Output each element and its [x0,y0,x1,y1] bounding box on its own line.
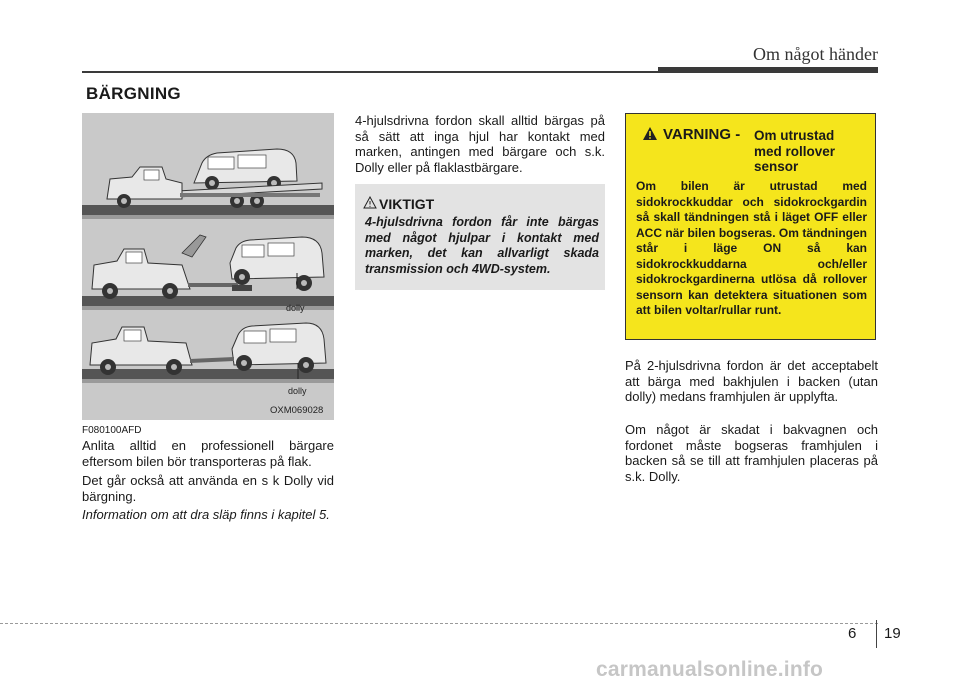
warning-subtitle: Om utrustad med rollover sensor [754,128,836,174]
notice-title: VIKTIGT [379,196,435,212]
figure-code: OXM069028 [270,405,324,416]
towing-illustration [82,113,334,420]
footer-rule [0,623,878,624]
paragraph-4wd-towing: 4-hjulsdrivna fordon skall alltid bärgas på så sätt att inga hjul har kontakt med marken, antingen med bärgare och s.k. Dolly eller på flaklastbärgare. [355,113,605,175]
warning-triangle-icon [642,126,658,141]
page-number: 19 [884,625,901,642]
caution-triangle-icon [363,196,377,209]
paragraph-2wd-towing: På 2-hjulsdrivna fordon är det acceptabelt att bärga med bakhjulen i backen (utan dolly) medans framhjulen är upplyfta. [625,358,878,404]
header-rule [82,71,658,73]
paragraph-rear-damage: Om något är skadat i bakvagnen och fordonet måste bogseras framhjulen i backen så se till att framhjulen placeras på s.k. Dolly. [625,422,878,484]
header-rule-accent [658,67,878,73]
dolly-label-1: dolly [286,303,305,313]
page-divider [876,620,877,648]
paragraph-dolly: Det går också att använda en s k Dolly vid bärgning. [82,473,334,504]
running-title: Om något händer [753,44,878,64]
warning-box [625,113,876,340]
dolly-label-2: dolly [288,386,307,396]
section-heading: BÄRGNING [86,84,181,103]
chapter-number: 6 [848,625,857,642]
warning-title: VARNING - [663,126,741,143]
reference-code: F080100AFD [82,425,142,436]
paragraph-professional-tow: Anlita alltid en professionell bärgare eftersom bilen bör transporteras på flak. [82,438,334,469]
warning-body: Om bilen är utrustad med sidokrockkuddar och sidokrockgardin så skall tändningen stå i läget OFF eller ACC när bilen bogseras. Om tändningen står i läge ON så kan sidokrockkuddarna och/eller sidokrockgardinerna utlösa då rollover sensorn kan detektera situationen som att bilen voltar/rullar runt. [636,179,867,317]
watermark: carmanualsonline.info [596,658,824,681]
notice-body: 4-hjulsdrivna fordon får inte bärgas med något hjulpar i kontakt med marken, det kan allvarligt skada transmission och 4WD-system. [365,215,599,276]
paragraph-trailer-reference: Information om att dra släp finns i kapitel 5. [82,507,330,522]
notice-box [355,184,605,290]
